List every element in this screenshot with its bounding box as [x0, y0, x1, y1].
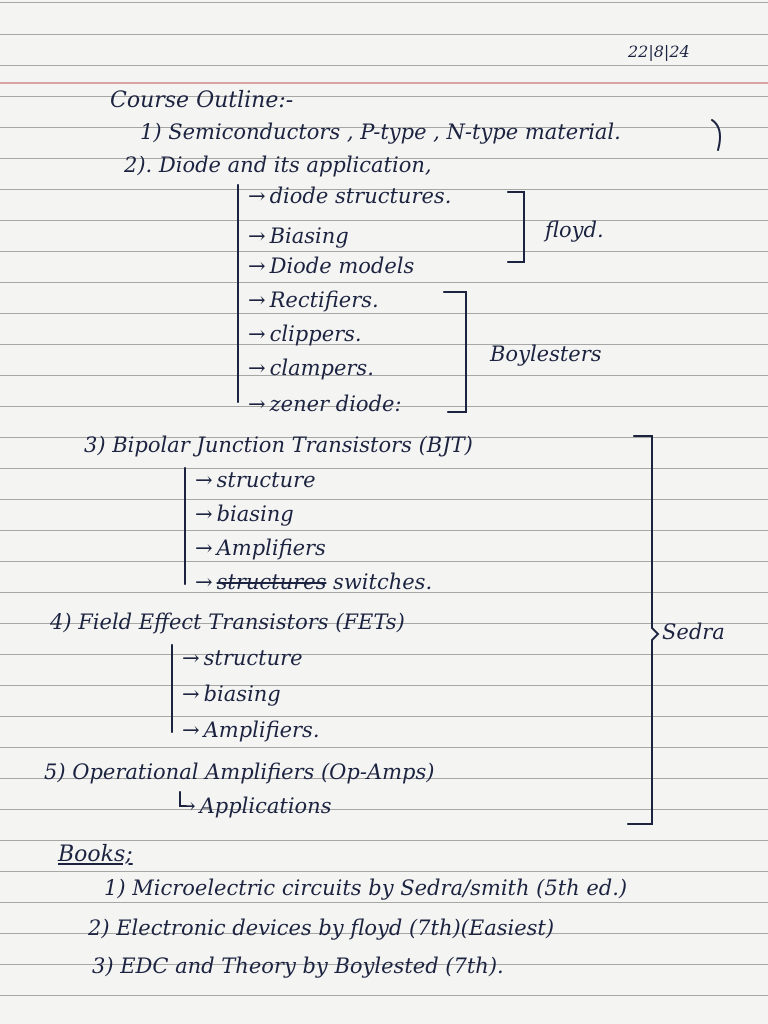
bracket-label-boylestes: Boylesters — [490, 342, 602, 366]
arrow-icon: → — [195, 536, 213, 560]
topic-2-sub-7: → zener diode: — [248, 392, 402, 416]
book-1: 1) Microelectric circuits by Sedra/smith (5th ed.) — [104, 876, 628, 900]
arrow-icon: → — [248, 254, 266, 278]
date: 22|8|24 — [628, 42, 690, 61]
topic-2-sub-4: → Rectifiers. — [248, 288, 379, 312]
topic-3-sub-3: → Amplifiers — [195, 536, 326, 560]
arrow-icon: → — [248, 356, 266, 380]
topic-2-sub-6: → clampers. — [248, 356, 374, 380]
arrow-icon: → — [182, 718, 200, 742]
topic-3-sub-1: → structure — [195, 468, 316, 492]
topic-5: 5) Operational Amplifiers (Op-Amps) — [44, 760, 435, 784]
topic-3-sub-2: → biasing — [195, 502, 294, 526]
arrow-icon: → — [195, 502, 213, 526]
topic-1: 1) Semiconductors , P-type , N-type material. — [140, 120, 621, 144]
struck-word: structures — [216, 570, 327, 594]
topic-3-sub-4: → structures switches. — [195, 570, 433, 594]
bracket-stroke — [712, 120, 720, 150]
bracket-label-sedra: Sedra — [662, 620, 725, 644]
arrow-icon: → — [182, 646, 200, 670]
arrow-icon: → — [248, 224, 266, 248]
arrow-icon: → — [195, 570, 213, 594]
topic-2-sub-5: → clippers. — [248, 322, 362, 346]
arrow-icon: → — [195, 468, 213, 492]
book-2: 2) Electronic devices by floyd (7th)(Easiest) — [88, 916, 555, 940]
bracket-boylestes — [444, 292, 466, 412]
page-title: Course Outline:- — [110, 88, 294, 113]
bracket-sedra — [628, 436, 658, 824]
tree-line — [180, 792, 186, 806]
bracket-floyd — [508, 192, 524, 262]
topic-4: 4) Field Effect Transistors (FETs) — [50, 610, 405, 634]
arrow-icon: → — [178, 794, 196, 818]
topic-4-sub-1: → structure — [182, 646, 303, 670]
topic-5-sub-1: → Applications — [178, 794, 332, 818]
arrow-icon: → — [248, 184, 266, 208]
arrow-icon: → — [248, 322, 266, 346]
arrow-icon: → — [248, 392, 266, 416]
topic-2-sub-2: → Biasing — [248, 224, 349, 248]
topic-3: 3) Bipolar Junction Transistors (BJT) — [84, 433, 473, 457]
topic-2-sub-3: → Diode models — [248, 254, 415, 278]
topic-2-sub-1: → diode structures. — [248, 184, 452, 208]
topic-4-sub-3: → Amplifiers. — [182, 718, 320, 742]
topic-2: 2). Diode and its application, — [124, 153, 432, 177]
arrow-icon: → — [248, 288, 266, 312]
books-heading: Books; — [58, 842, 133, 867]
arrow-icon: → — [182, 682, 200, 706]
topic-4-sub-2: → biasing — [182, 682, 281, 706]
bracket-label-floyd: floyd. — [545, 218, 604, 242]
book-3: 3) EDC and Theory by Boylested (7th). — [92, 954, 504, 978]
